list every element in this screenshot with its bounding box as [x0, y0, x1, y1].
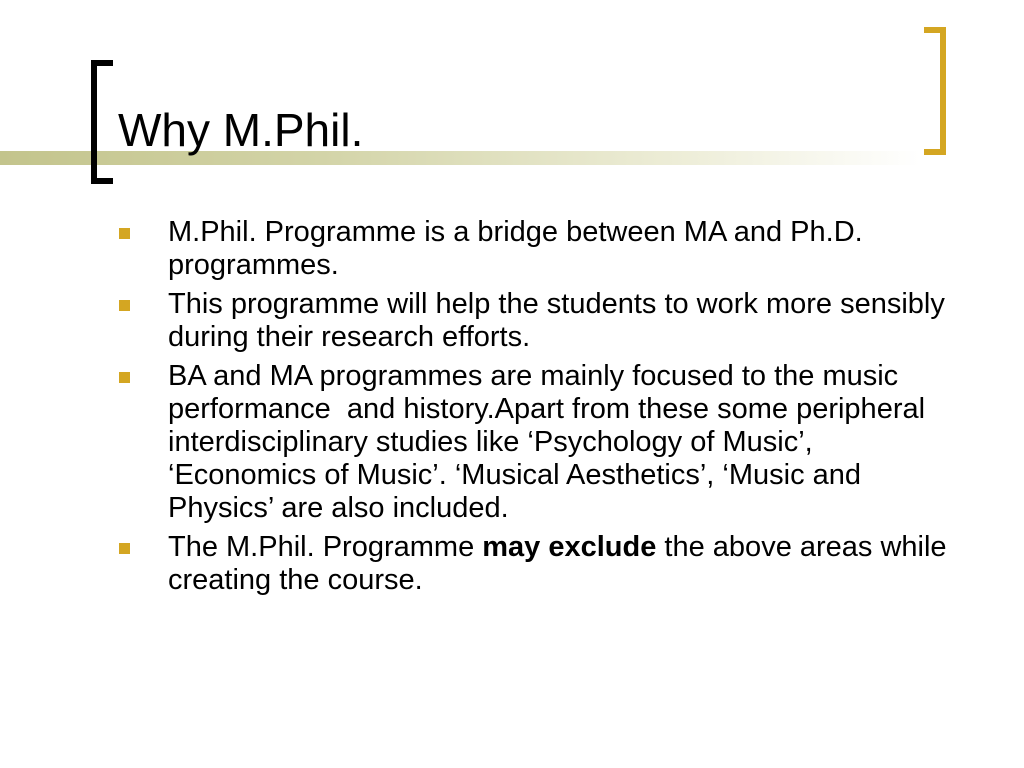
bullet-list — [116, 216, 966, 603]
bullet-text-after: the above areas while creating the course. — [168, 531, 955, 596]
list-item — [116, 531, 966, 597]
bullet-text: BA and MA programmes are mainly focused to the music performance and history.Apart from these some peripheral interdisciplinary studies like ‘Psychology of Music’, ‘Economics of Music’. ‘Musical Aesthetics’, ‘Music and Physics’ are also included. — [168, 360, 934, 524]
list-item — [116, 216, 966, 282]
bullet-text-emphasis: may exclude — [482, 531, 657, 563]
square-bullet-icon — [119, 300, 130, 311]
square-bullet-icon — [119, 372, 130, 383]
left-bracket-icon — [91, 60, 113, 184]
bullet-text: This programme will help the students to work more sensibly during their research efforts. — [168, 288, 945, 353]
bullet-text-before: The M.Phil. Programme — [168, 531, 483, 563]
bullet-text — [168, 531, 955, 596]
right-bracket-icon — [924, 27, 946, 155]
bullet-text: M.Phil. Programme is a bridge between MA and Ph.D. programmes. — [168, 216, 863, 281]
square-bullet-icon — [119, 543, 130, 554]
slide-title: Why M.Phil. — [118, 104, 364, 156]
square-bullet-icon — [119, 228, 130, 239]
list-item — [116, 360, 966, 525]
list-item — [116, 288, 966, 354]
